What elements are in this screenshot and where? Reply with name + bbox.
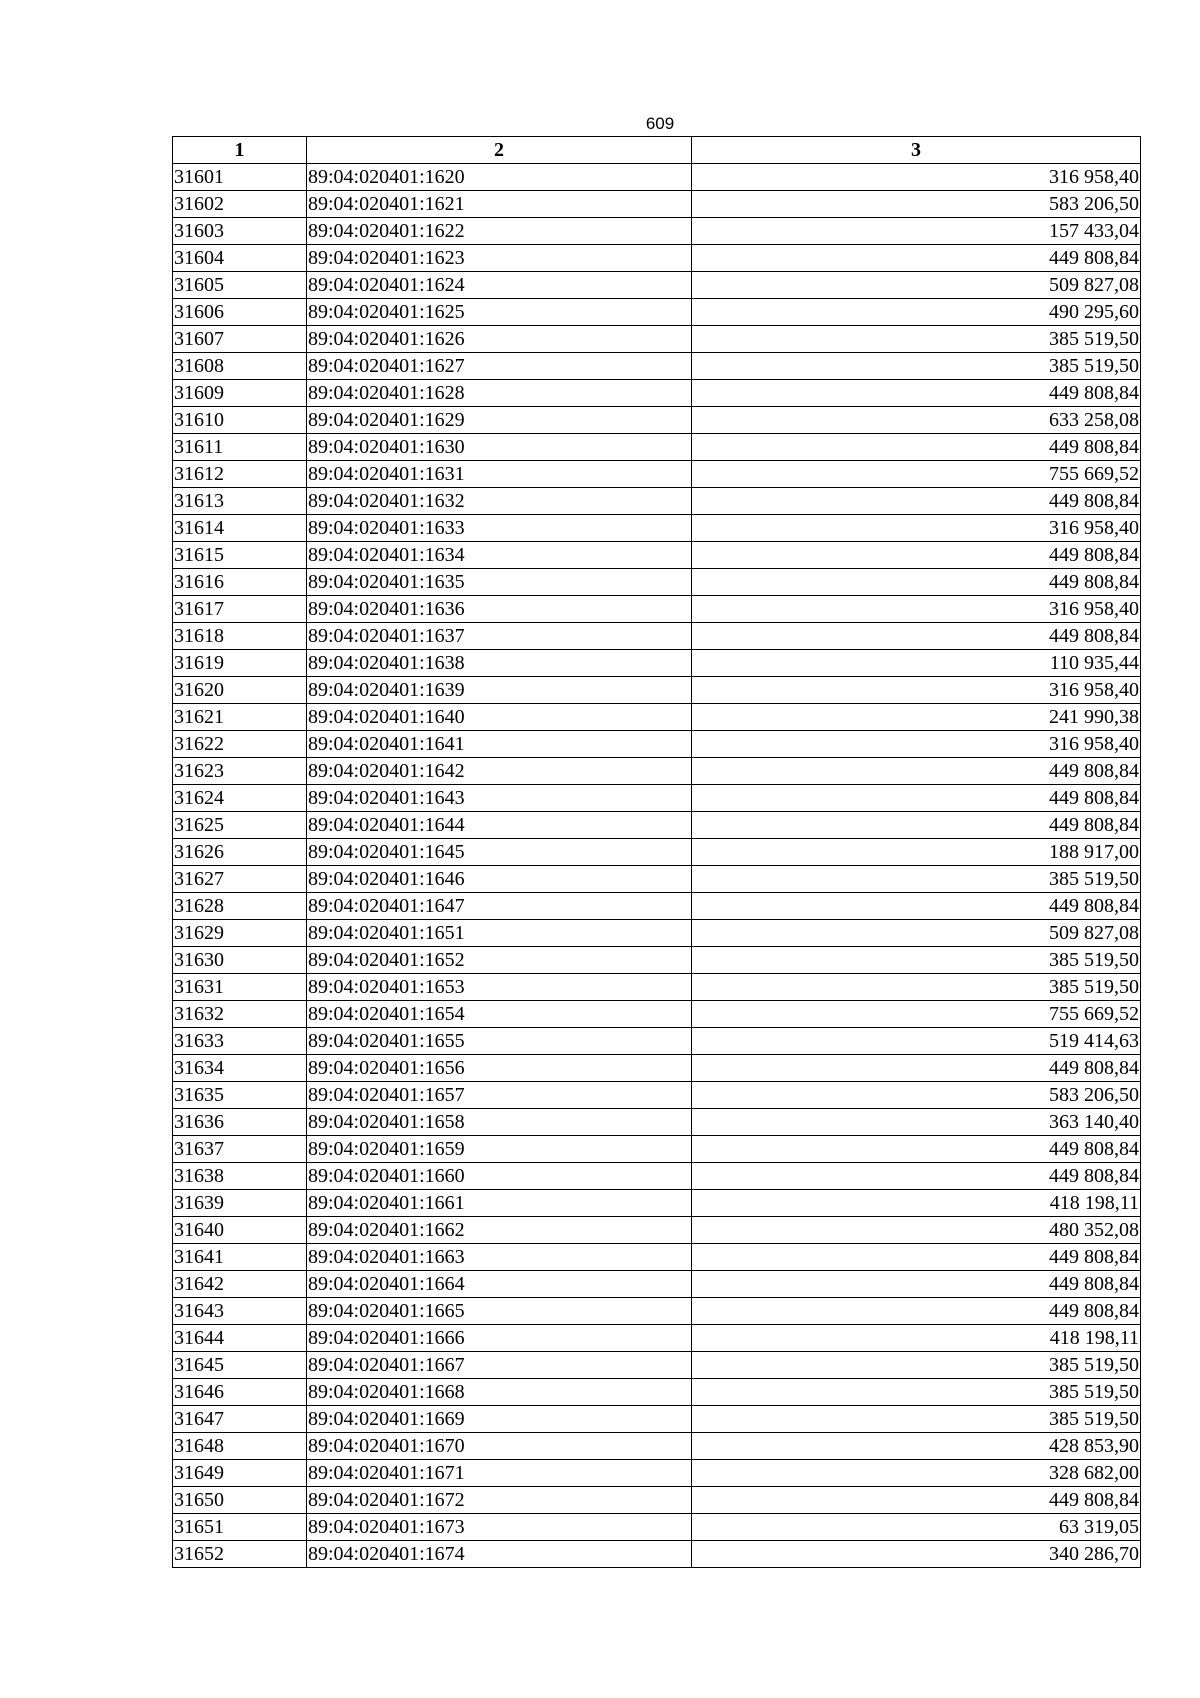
table-row bbox=[173, 407, 1141, 434]
cadastral-number: 89:04:020401:1666 bbox=[307, 1325, 692, 1352]
row-number: 31648 bbox=[173, 1433, 307, 1460]
row-number: 31609 bbox=[173, 380, 307, 407]
row-number: 31636 bbox=[173, 1109, 307, 1136]
row-number: 31604 bbox=[173, 245, 307, 272]
row-value: 328 682,00 bbox=[692, 1460, 1141, 1487]
table-row bbox=[173, 191, 1141, 218]
table-row bbox=[173, 623, 1141, 650]
table-row bbox=[173, 920, 1141, 947]
row-value: 755 669,52 bbox=[692, 461, 1141, 488]
row-value: 755 669,52 bbox=[692, 1001, 1141, 1028]
cadastral-number: 89:04:020401:1622 bbox=[307, 218, 692, 245]
table-row bbox=[173, 272, 1141, 299]
row-number: 31630 bbox=[173, 947, 307, 974]
cadastral-number: 89:04:020401:1656 bbox=[307, 1055, 692, 1082]
table-row bbox=[173, 785, 1141, 812]
row-value: 385 519,50 bbox=[692, 1406, 1141, 1433]
row-number: 31619 bbox=[173, 650, 307, 677]
row-value: 385 519,50 bbox=[692, 1379, 1141, 1406]
row-number: 31638 bbox=[173, 1163, 307, 1190]
row-number: 31618 bbox=[173, 623, 307, 650]
row-number: 31608 bbox=[173, 353, 307, 380]
table-row bbox=[173, 569, 1141, 596]
table-row bbox=[173, 1055, 1141, 1082]
row-value: 449 808,84 bbox=[692, 1298, 1141, 1325]
row-number: 31649 bbox=[173, 1460, 307, 1487]
row-number: 31632 bbox=[173, 1001, 307, 1028]
row-value: 449 808,84 bbox=[692, 758, 1141, 785]
row-value: 385 519,50 bbox=[692, 974, 1141, 1001]
row-value: 449 808,84 bbox=[692, 1244, 1141, 1271]
row-value: 316 958,40 bbox=[692, 731, 1141, 758]
row-value: 385 519,50 bbox=[692, 866, 1141, 893]
table-row bbox=[173, 1352, 1141, 1379]
row-number: 31616 bbox=[173, 569, 307, 596]
table-row bbox=[173, 1325, 1141, 1352]
table-row bbox=[173, 893, 1141, 920]
table-row bbox=[173, 1514, 1141, 1541]
row-value: 316 958,40 bbox=[692, 164, 1141, 191]
row-number: 31645 bbox=[173, 1352, 307, 1379]
row-number: 31626 bbox=[173, 839, 307, 866]
table-row bbox=[173, 1298, 1141, 1325]
cadastral-number: 89:04:020401:1665 bbox=[307, 1298, 692, 1325]
table-row bbox=[173, 218, 1141, 245]
row-value: 241 990,38 bbox=[692, 704, 1141, 731]
table-row bbox=[173, 866, 1141, 893]
cadastral-number: 89:04:020401:1641 bbox=[307, 731, 692, 758]
table-row bbox=[173, 812, 1141, 839]
table-row bbox=[173, 434, 1141, 461]
cadastral-number: 89:04:020401:1663 bbox=[307, 1244, 692, 1271]
table-row bbox=[173, 1163, 1141, 1190]
cadastral-number: 89:04:020401:1628 bbox=[307, 380, 692, 407]
table-row bbox=[173, 326, 1141, 353]
cadastral-number: 89:04:020401:1640 bbox=[307, 704, 692, 731]
cadastral-number: 89:04:020401:1671 bbox=[307, 1460, 692, 1487]
cadastral-number: 89:04:020401:1658 bbox=[307, 1109, 692, 1136]
cadastral-number: 89:04:020401:1646 bbox=[307, 866, 692, 893]
row-value: 449 808,84 bbox=[692, 542, 1141, 569]
row-value: 188 917,00 bbox=[692, 839, 1141, 866]
row-value: 385 519,50 bbox=[692, 326, 1141, 353]
header-col-3: 3 bbox=[692, 137, 1141, 164]
table-row bbox=[173, 245, 1141, 272]
cadastral-number: 89:04:020401:1629 bbox=[307, 407, 692, 434]
row-value: 583 206,50 bbox=[692, 191, 1141, 218]
table-row bbox=[173, 461, 1141, 488]
row-number: 31601 bbox=[173, 164, 307, 191]
cadastral-number: 89:04:020401:1627 bbox=[307, 353, 692, 380]
row-value: 449 808,84 bbox=[692, 1136, 1141, 1163]
table-row bbox=[173, 299, 1141, 326]
table-row bbox=[173, 1109, 1141, 1136]
table-row bbox=[173, 1487, 1141, 1514]
cadastral-number: 89:04:020401:1633 bbox=[307, 515, 692, 542]
row-value: 428 853,90 bbox=[692, 1433, 1141, 1460]
row-number: 31643 bbox=[173, 1298, 307, 1325]
cadastral-number: 89:04:020401:1635 bbox=[307, 569, 692, 596]
row-value: 449 808,84 bbox=[692, 245, 1141, 272]
table-row bbox=[173, 1028, 1141, 1055]
row-number: 31623 bbox=[173, 758, 307, 785]
table-row bbox=[173, 1433, 1141, 1460]
row-number: 31635 bbox=[173, 1082, 307, 1109]
cadastral-number: 89:04:020401:1667 bbox=[307, 1352, 692, 1379]
row-value: 449 808,84 bbox=[692, 785, 1141, 812]
row-value: 110 935,44 bbox=[692, 650, 1141, 677]
row-number: 31606 bbox=[173, 299, 307, 326]
row-number: 31610 bbox=[173, 407, 307, 434]
row-value: 449 808,84 bbox=[692, 1163, 1141, 1190]
table-row bbox=[173, 515, 1141, 542]
row-number: 31639 bbox=[173, 1190, 307, 1217]
registry-table bbox=[172, 136, 1141, 1568]
table-row bbox=[173, 758, 1141, 785]
row-value: 480 352,08 bbox=[692, 1217, 1141, 1244]
row-value: 385 519,50 bbox=[692, 353, 1141, 380]
row-number: 31625 bbox=[173, 812, 307, 839]
cadastral-number: 89:04:020401:1652 bbox=[307, 947, 692, 974]
row-value: 449 808,84 bbox=[692, 1487, 1141, 1514]
cadastral-number: 89:04:020401:1637 bbox=[307, 623, 692, 650]
row-number: 31633 bbox=[173, 1028, 307, 1055]
row-number: 31602 bbox=[173, 191, 307, 218]
row-number: 31613 bbox=[173, 488, 307, 515]
table-row bbox=[173, 974, 1141, 1001]
cadastral-number: 89:04:020401:1632 bbox=[307, 488, 692, 515]
cadastral-number: 89:04:020401:1638 bbox=[307, 650, 692, 677]
cadastral-number: 89:04:020401:1651 bbox=[307, 920, 692, 947]
row-value: 449 808,84 bbox=[692, 1055, 1141, 1082]
cadastral-number: 89:04:020401:1661 bbox=[307, 1190, 692, 1217]
row-value: 449 808,84 bbox=[692, 812, 1141, 839]
row-value: 316 958,40 bbox=[692, 677, 1141, 704]
cadastral-number: 89:04:020401:1631 bbox=[307, 461, 692, 488]
table-row bbox=[173, 650, 1141, 677]
row-number: 31607 bbox=[173, 326, 307, 353]
cadastral-number: 89:04:020401:1626 bbox=[307, 326, 692, 353]
cadastral-number: 89:04:020401:1639 bbox=[307, 677, 692, 704]
row-number: 31631 bbox=[173, 974, 307, 1001]
row-number: 31622 bbox=[173, 731, 307, 758]
row-number: 31641 bbox=[173, 1244, 307, 1271]
row-number: 31640 bbox=[173, 1217, 307, 1244]
cadastral-number: 89:04:020401:1662 bbox=[307, 1217, 692, 1244]
row-value: 490 295,60 bbox=[692, 299, 1141, 326]
row-value: 449 808,84 bbox=[692, 380, 1141, 407]
row-number: 31650 bbox=[173, 1487, 307, 1514]
row-value: 63 319,05 bbox=[692, 1514, 1141, 1541]
row-number: 31642 bbox=[173, 1271, 307, 1298]
row-number: 31624 bbox=[173, 785, 307, 812]
row-number: 31647 bbox=[173, 1406, 307, 1433]
row-value: 449 808,84 bbox=[692, 488, 1141, 515]
row-number: 31620 bbox=[173, 677, 307, 704]
row-value: 316 958,40 bbox=[692, 596, 1141, 623]
row-value: 449 808,84 bbox=[692, 569, 1141, 596]
cadastral-number: 89:04:020401:1645 bbox=[307, 839, 692, 866]
cadastral-number: 89:04:020401:1634 bbox=[307, 542, 692, 569]
cadastral-number: 89:04:020401:1647 bbox=[307, 893, 692, 920]
row-number: 31605 bbox=[173, 272, 307, 299]
row-value: 633 258,08 bbox=[692, 407, 1141, 434]
cadastral-number: 89:04:020401:1655 bbox=[307, 1028, 692, 1055]
cadastral-number: 89:04:020401:1660 bbox=[307, 1163, 692, 1190]
table-row bbox=[173, 380, 1141, 407]
cadastral-number: 89:04:020401:1625 bbox=[307, 299, 692, 326]
row-number: 31611 bbox=[173, 434, 307, 461]
cadastral-number: 89:04:020401:1623 bbox=[307, 245, 692, 272]
row-value: 363 140,40 bbox=[692, 1109, 1141, 1136]
row-number: 31615 bbox=[173, 542, 307, 569]
table-body bbox=[173, 164, 1141, 1568]
header-col-2: 2 bbox=[307, 137, 692, 164]
table-row bbox=[173, 704, 1141, 731]
table-row bbox=[173, 677, 1141, 704]
header-row bbox=[173, 137, 1141, 164]
table-row bbox=[173, 353, 1141, 380]
row-value: 509 827,08 bbox=[692, 920, 1141, 947]
header-col-1: 1 bbox=[173, 137, 307, 164]
table-row bbox=[173, 1379, 1141, 1406]
cadastral-number: 89:04:020401:1642 bbox=[307, 758, 692, 785]
row-number: 31628 bbox=[173, 893, 307, 920]
cadastral-number: 89:04:020401:1674 bbox=[307, 1541, 692, 1568]
row-number: 31617 bbox=[173, 596, 307, 623]
row-value: 449 808,84 bbox=[692, 434, 1141, 461]
row-number: 31612 bbox=[173, 461, 307, 488]
table-row bbox=[173, 164, 1141, 191]
table-row bbox=[173, 1001, 1141, 1028]
row-number: 31621 bbox=[173, 704, 307, 731]
cadastral-number: 89:04:020401:1644 bbox=[307, 812, 692, 839]
cadastral-number: 89:04:020401:1672 bbox=[307, 1487, 692, 1514]
row-number: 31614 bbox=[173, 515, 307, 542]
row-value: 449 808,84 bbox=[692, 623, 1141, 650]
table-row bbox=[173, 1541, 1141, 1568]
cadastral-number: 89:04:020401:1654 bbox=[307, 1001, 692, 1028]
table-row bbox=[173, 1460, 1141, 1487]
table-row bbox=[173, 1082, 1141, 1109]
row-value: 509 827,08 bbox=[692, 272, 1141, 299]
page-number: 609 bbox=[645, 114, 675, 133]
row-number: 31603 bbox=[173, 218, 307, 245]
row-number: 31652 bbox=[173, 1541, 307, 1568]
cadastral-number: 89:04:020401:1657 bbox=[307, 1082, 692, 1109]
table-row bbox=[173, 839, 1141, 866]
cadastral-number: 89:04:020401:1653 bbox=[307, 974, 692, 1001]
cadastral-number: 89:04:020401:1630 bbox=[307, 434, 692, 461]
row-value: 583 206,50 bbox=[692, 1082, 1141, 1109]
row-value: 340 286,70 bbox=[692, 1541, 1141, 1568]
row-number: 31644 bbox=[173, 1325, 307, 1352]
table-row bbox=[173, 1271, 1141, 1298]
cadastral-number: 89:04:020401:1624 bbox=[307, 272, 692, 299]
row-value: 418 198,11 bbox=[692, 1190, 1141, 1217]
table-row bbox=[173, 1190, 1141, 1217]
cadastral-number: 89:04:020401:1621 bbox=[307, 191, 692, 218]
cadastral-number: 89:04:020401:1620 bbox=[307, 164, 692, 191]
row-value: 316 958,40 bbox=[692, 515, 1141, 542]
table-row bbox=[173, 488, 1141, 515]
table-row bbox=[173, 542, 1141, 569]
table-row bbox=[173, 1136, 1141, 1163]
row-value: 519 414,63 bbox=[692, 1028, 1141, 1055]
table-row bbox=[173, 947, 1141, 974]
cadastral-number: 89:04:020401:1659 bbox=[307, 1136, 692, 1163]
row-number: 31634 bbox=[173, 1055, 307, 1082]
row-value: 418 198,11 bbox=[692, 1325, 1141, 1352]
table-row bbox=[173, 1217, 1141, 1244]
table-row bbox=[173, 731, 1141, 758]
row-number: 31627 bbox=[173, 866, 307, 893]
row-number: 31651 bbox=[173, 1514, 307, 1541]
row-value: 385 519,50 bbox=[692, 947, 1141, 974]
cadastral-number: 89:04:020401:1669 bbox=[307, 1406, 692, 1433]
row-value: 449 808,84 bbox=[692, 893, 1141, 920]
table-header bbox=[173, 137, 1141, 164]
cadastral-number: 89:04:020401:1643 bbox=[307, 785, 692, 812]
row-value: 157 433,04 bbox=[692, 218, 1141, 245]
cadastral-number: 89:04:020401:1636 bbox=[307, 596, 692, 623]
row-number: 31646 bbox=[173, 1379, 307, 1406]
row-value: 449 808,84 bbox=[692, 1271, 1141, 1298]
table-row bbox=[173, 1406, 1141, 1433]
table-row bbox=[173, 596, 1141, 623]
cadastral-number: 89:04:020401:1668 bbox=[307, 1379, 692, 1406]
row-number: 31629 bbox=[173, 920, 307, 947]
cadastral-number: 89:04:020401:1673 bbox=[307, 1514, 692, 1541]
cadastral-number: 89:04:020401:1664 bbox=[307, 1271, 692, 1298]
table-row bbox=[173, 1244, 1141, 1271]
cadastral-number: 89:04:020401:1670 bbox=[307, 1433, 692, 1460]
row-number: 31637 bbox=[173, 1136, 307, 1163]
row-value: 385 519,50 bbox=[692, 1352, 1141, 1379]
